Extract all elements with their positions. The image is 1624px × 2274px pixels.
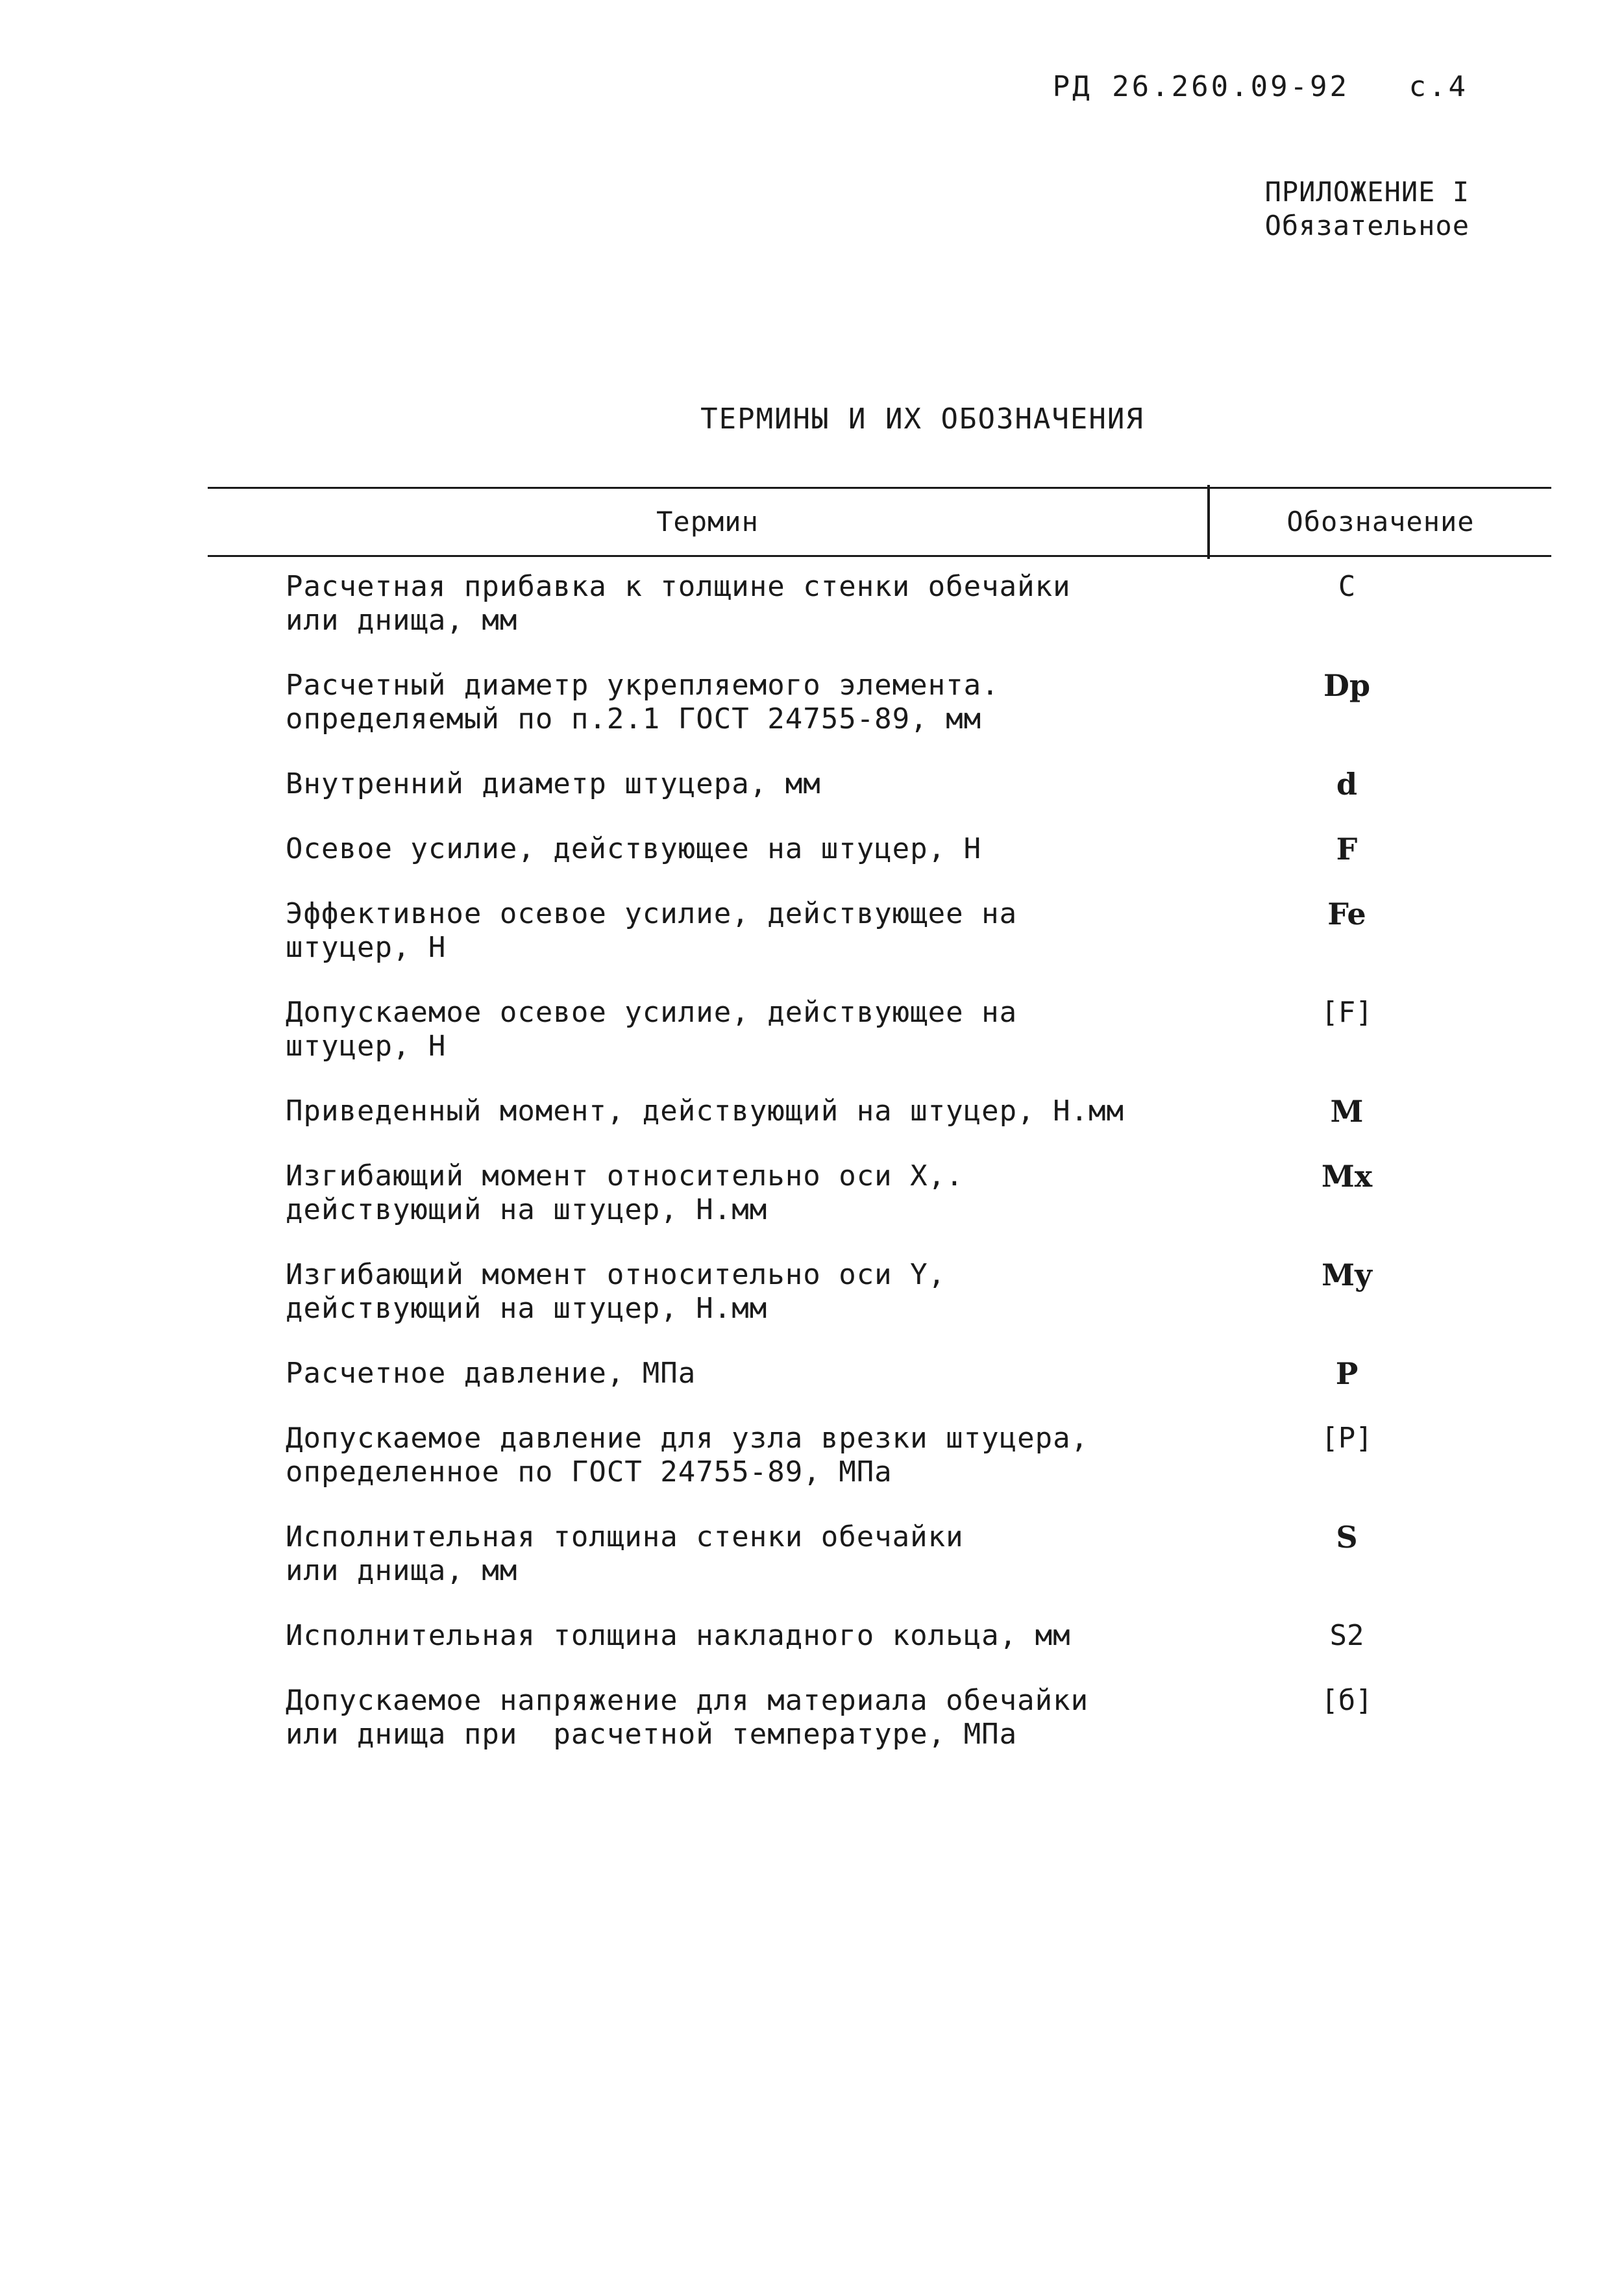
column-header-symbol: Обозначение — [1286, 506, 1475, 538]
term-text: Расчетное давление, МПа — [286, 1357, 696, 1390]
table-row — [286, 1357, 1454, 1390]
term-symbol: S — [1336, 1520, 1358, 1555]
term-symbol: [F] — [1321, 996, 1373, 1029]
term-symbol: P — [1335, 1356, 1359, 1391]
appendix-label — [1265, 175, 1470, 243]
term-symbol: С — [1338, 570, 1356, 603]
terms-table-body — [286, 570, 1454, 1783]
term-text: Допускаемое напряжение для материала обечайки или днища при расчетной температуре, МПа — [286, 1684, 1089, 1751]
table-row — [286, 996, 1454, 1063]
table-row — [286, 1094, 1454, 1128]
document-code: РД 26.260.09-92 — [1052, 70, 1350, 103]
term-text: Эффективное осевое усилие, действующее на штуцер, Н — [286, 897, 1018, 964]
term-symbol: [P] — [1321, 1422, 1373, 1455]
table-row — [286, 767, 1454, 801]
term-text: Внутренний диаметр штуцера, мм — [286, 767, 821, 800]
table-row — [286, 832, 1454, 866]
section-title: ТЕРМИНЫ И ИХ ОБОЗНАЧЕНИЯ — [700, 402, 1144, 436]
appendix-status: Обязательное — [1264, 210, 1470, 241]
term-symbol: M — [1330, 1094, 1364, 1129]
term-text: Расчетный диаметр укрепляемого элемента. определяемый по п.2.1 ГОСТ 24755-89, мм — [286, 669, 1000, 735]
table-row — [286, 1258, 1454, 1326]
term-text: Осевое усилие, действующее на штуцер, Н — [286, 832, 982, 865]
term-text: Исполнительная толщина стенки обечайки или днища, мм — [286, 1520, 964, 1587]
term-text: Допускаемое осевое усилие, действующее на штуцер, Н — [286, 996, 1018, 1063]
term-symbol: Dp — [1323, 668, 1371, 703]
table-row — [286, 1520, 1454, 1588]
term-symbol: S2 — [1329, 1619, 1364, 1652]
table-row — [286, 1684, 1454, 1751]
term-symbol: F — [1336, 832, 1358, 867]
term-symbol: [б] — [1321, 1684, 1373, 1717]
table-row — [286, 897, 1454, 965]
term-text: Приведенный момент, действующий на штуцер, Н.мм — [286, 1094, 1125, 1128]
document-header — [1053, 70, 1468, 103]
term-symbol: Fe — [1327, 896, 1366, 932]
term-text: Допускаемое давление для узла врезки штуцера, определенное по ГОСТ 24755-89, МПа — [286, 1422, 1089, 1489]
page-number: с.4 — [1409, 70, 1468, 103]
term-text: Расчетная прибавка к толщине стенки обечайки или днища, мм — [286, 570, 1071, 637]
term-text: Исполнительная толщина накладного кольца, мм — [286, 1619, 1071, 1652]
table-row — [286, 1619, 1454, 1653]
term-symbol: Mx — [1321, 1159, 1373, 1194]
term-symbol: My — [1322, 1257, 1372, 1292]
table-row — [286, 570, 1454, 637]
term-text: Изгибающий момент относительно оси X,. действующий на штуцер, Н.мм — [286, 1159, 964, 1226]
table-header — [208, 487, 1551, 557]
table-row — [286, 1422, 1454, 1489]
table-row — [286, 1159, 1454, 1227]
term-text: Изгибающий момент относительно оси Y, действующий на штуцер, Н.мм — [286, 1258, 946, 1325]
appendix-title: ПРИЛОЖЕНИЕ I — [1264, 176, 1470, 208]
column-header-term: Термин — [656, 506, 759, 538]
table-row — [286, 669, 1454, 736]
term-symbol: d — [1336, 767, 1358, 802]
